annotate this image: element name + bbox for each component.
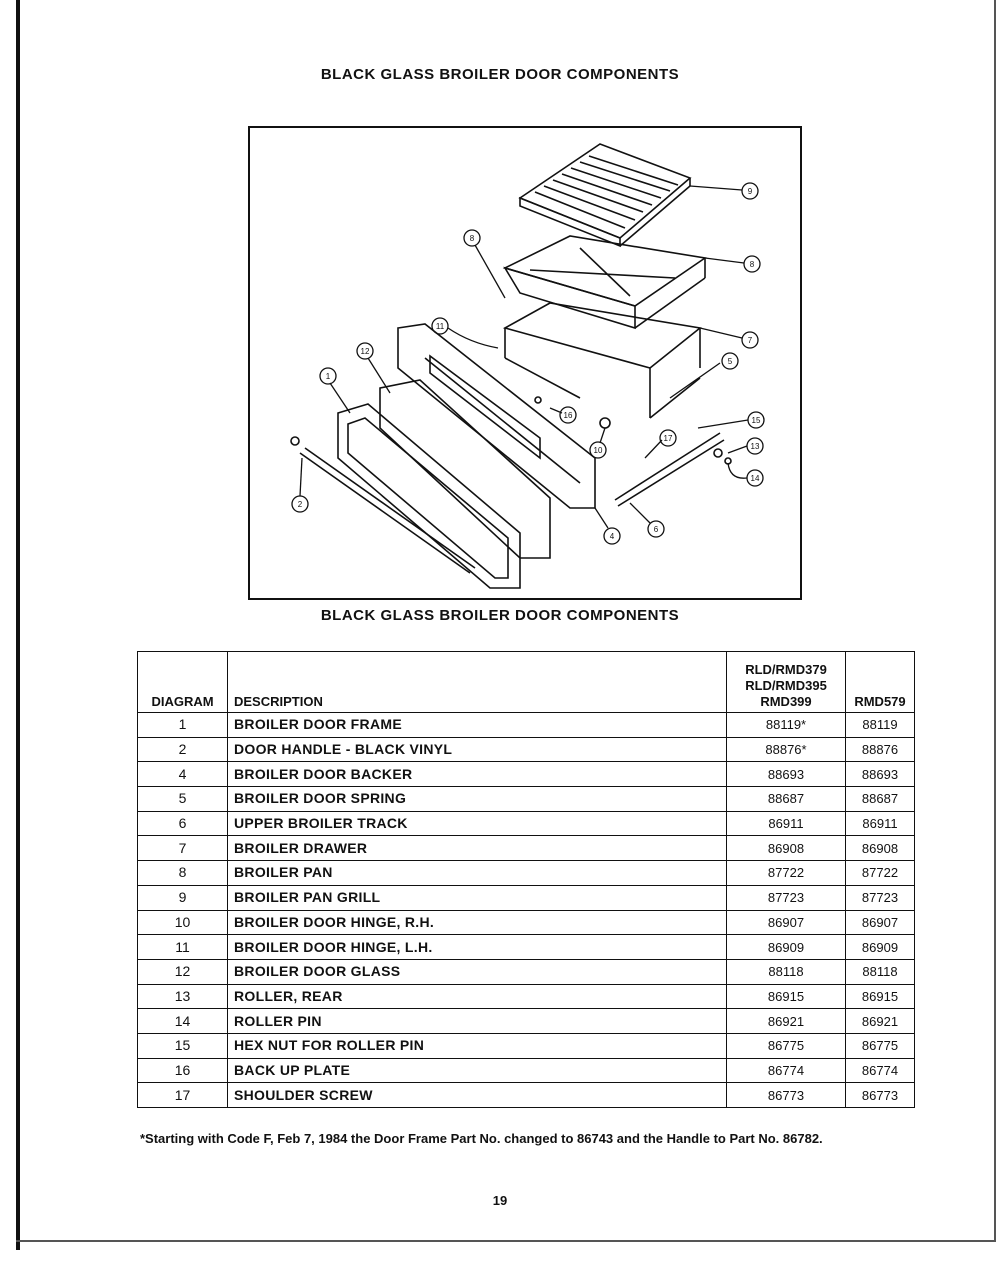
callout-8b xyxy=(464,230,505,298)
part-description: DOOR HANDLE - BLACK VINYL xyxy=(228,737,727,762)
broiler-track-drawing xyxy=(615,433,724,506)
diagram-number: 1 xyxy=(138,713,228,738)
part-number-b: 86909 xyxy=(846,935,915,960)
callout-14-label: 14 xyxy=(750,474,760,483)
part-number-b: 87722 xyxy=(846,861,915,886)
callout-2 xyxy=(292,458,308,512)
part-description: BROILER DOOR GLASS xyxy=(228,959,727,984)
callout-8a xyxy=(705,256,760,272)
page-number: 19 xyxy=(492,1193,508,1208)
diagram-number: 5 xyxy=(138,787,228,812)
part-description: BROILER DOOR SPRING xyxy=(228,787,727,812)
exploded-parts-diagram xyxy=(248,126,802,600)
callout-10 xyxy=(590,428,606,458)
header-diagram: DIAGRAM xyxy=(138,652,228,713)
page-border-bottom xyxy=(16,1240,996,1242)
diagram-number: 2 xyxy=(138,737,228,762)
diagram-number: 11 xyxy=(138,935,228,960)
header-description: DESCRIPTION xyxy=(228,652,727,713)
callout-5 xyxy=(670,353,738,398)
part-number-b: 88876 xyxy=(846,737,915,762)
part-number-a: 86775 xyxy=(727,1033,846,1058)
part-description: BACK UP PLATE xyxy=(228,1058,727,1083)
part-number-a: 86774 xyxy=(727,1058,846,1083)
callout-15-label: 15 xyxy=(751,416,761,425)
table-row xyxy=(138,737,915,762)
diagram-number: 10 xyxy=(138,910,228,935)
callout-12 xyxy=(357,343,390,393)
part-description: BROILER DRAWER xyxy=(228,836,727,861)
diagram-number: 17 xyxy=(138,1083,228,1108)
callout-16-label: 16 xyxy=(563,411,573,420)
diagram-number: 15 xyxy=(138,1033,228,1058)
header-models-b: RMD579 xyxy=(846,652,915,713)
header-model-a-3: RMD399 xyxy=(760,694,812,709)
diagram-number: 9 xyxy=(138,885,228,910)
callout-9 xyxy=(690,183,758,199)
broiler-pan-drawing xyxy=(505,236,705,328)
part-description: ROLLER PIN xyxy=(228,1009,727,1034)
callout-5-label: 5 xyxy=(727,357,733,366)
table-row xyxy=(138,1058,915,1083)
diagram-number: 7 xyxy=(138,836,228,861)
callout-13-label: 13 xyxy=(750,442,760,451)
door-handle-drawing xyxy=(297,448,475,573)
callout-2-label: 2 xyxy=(297,500,303,509)
broiler-drawer-drawing xyxy=(505,303,700,418)
callout-12-label: 12 xyxy=(360,347,370,356)
part-number-a: 86911 xyxy=(727,811,846,836)
diagram-number: 4 xyxy=(138,762,228,787)
part-number-b: 86911 xyxy=(846,811,915,836)
diagram-number: 14 xyxy=(138,1009,228,1034)
table-row xyxy=(138,984,915,1009)
table-row xyxy=(138,787,915,812)
part-number-b: 86921 xyxy=(846,1009,915,1034)
callout-4-label: 4 xyxy=(609,532,615,541)
diagram-number: 13 xyxy=(138,984,228,1009)
part-number-b: 86775 xyxy=(846,1033,915,1058)
part-number-a: 88119* xyxy=(727,713,846,738)
part-description: SHOULDER SCREW xyxy=(228,1083,727,1108)
callout-13 xyxy=(728,438,763,454)
parts-table xyxy=(137,651,915,1108)
table-row xyxy=(138,1083,915,1108)
part-number-b: 88118 xyxy=(846,959,915,984)
table-row xyxy=(138,885,915,910)
callout-1-label: 1 xyxy=(325,372,331,381)
part-description: ROLLER, REAR xyxy=(228,984,727,1009)
part-number-b: 88687 xyxy=(846,787,915,812)
part-number-b: 86908 xyxy=(846,836,915,861)
callout-4 xyxy=(595,508,620,544)
part-description: UPPER BROILER TRACK xyxy=(228,811,727,836)
table-row xyxy=(138,910,915,935)
table-header-row xyxy=(138,652,915,713)
callout-6-label: 6 xyxy=(653,525,659,534)
part-number-b: 86915 xyxy=(846,984,915,1009)
part-number-a: 86921 xyxy=(727,1009,846,1034)
table-row xyxy=(138,836,915,861)
callout-1 xyxy=(320,368,350,413)
part-number-a: 86908 xyxy=(727,836,846,861)
part-number-a: 88118 xyxy=(727,959,846,984)
diagram-number: 8 xyxy=(138,861,228,886)
part-description: BROILER DOOR HINGE, L.H. xyxy=(228,935,727,960)
page-border-left xyxy=(16,0,20,1250)
table-row xyxy=(138,959,915,984)
part-description: BROILER DOOR HINGE, R.H. xyxy=(228,910,727,935)
callout-14 xyxy=(728,463,763,486)
part-number-a: 87723 xyxy=(727,885,846,910)
part-description: HEX NUT FOR ROLLER PIN xyxy=(228,1033,727,1058)
part-number-a: 86915 xyxy=(727,984,846,1009)
broiler-pan-grill-drawing xyxy=(520,144,690,246)
diagram-number: 16 xyxy=(138,1058,228,1083)
table-row xyxy=(138,762,915,787)
part-number-a: 88687 xyxy=(727,787,846,812)
part-number-b: 86774 xyxy=(846,1058,915,1083)
callout-15 xyxy=(698,412,764,428)
callout-8b-label: 8 xyxy=(469,234,475,243)
door-glass-drawing xyxy=(380,380,550,558)
table-row xyxy=(138,935,915,960)
callout-8a-label: 8 xyxy=(749,260,755,269)
part-number-b: 88119 xyxy=(846,713,915,738)
part-description: BROILER DOOR FRAME xyxy=(228,713,727,738)
callout-11-label: 11 xyxy=(435,322,445,331)
part-number-a: 88876* xyxy=(727,737,846,762)
callout-10-label: 10 xyxy=(593,446,603,455)
page-title: BLACK GLASS BROILER DOOR COMPONENTS xyxy=(320,66,680,83)
part-number-a: 86773 xyxy=(727,1083,846,1108)
header-model-a-1: RLD/RMD379 xyxy=(745,662,827,677)
part-number-a: 87722 xyxy=(727,861,846,886)
callout-17-label: 17 xyxy=(663,434,673,443)
table-row xyxy=(138,1009,915,1034)
part-number-b: 86773 xyxy=(846,1083,915,1108)
callout-11 xyxy=(432,318,498,348)
part-number-a: 88693 xyxy=(727,762,846,787)
table-row xyxy=(138,1033,915,1058)
part-description: BROILER PAN GRILL xyxy=(228,885,727,910)
header-model-a-2: RLD/RMD395 xyxy=(745,678,827,693)
footnote: *Starting with Code F, Feb 7, 1984 the Door Frame Part No. changed to 86743 and the Handle to Part No. 86782. xyxy=(140,1131,823,1146)
broiler-drawing xyxy=(250,128,800,598)
part-description: BROILER DOOR BACKER xyxy=(228,762,727,787)
table-row xyxy=(138,811,915,836)
header-models-a xyxy=(727,652,846,713)
part-number-b: 88693 xyxy=(846,762,915,787)
door-frame-drawing xyxy=(338,404,520,588)
table-row xyxy=(138,861,915,886)
callout-16 xyxy=(550,407,576,423)
part-number-a: 86909 xyxy=(727,935,846,960)
part-number-a: 86907 xyxy=(727,910,846,935)
diagram-number: 12 xyxy=(138,959,228,984)
diagram-number: 6 xyxy=(138,811,228,836)
table-row xyxy=(138,713,915,738)
part-number-b: 86907 xyxy=(846,910,915,935)
callout-9-label: 9 xyxy=(747,187,753,196)
part-number-b: 87723 xyxy=(846,885,915,910)
callout-17 xyxy=(645,430,676,458)
part-description: BROILER PAN xyxy=(228,861,727,886)
callout-7 xyxy=(700,328,758,348)
callout-7-label: 7 xyxy=(747,336,753,345)
callout-6 xyxy=(630,503,664,537)
diagram-caption: BLACK GLASS BROILER DOOR COMPONENTS xyxy=(320,607,680,624)
